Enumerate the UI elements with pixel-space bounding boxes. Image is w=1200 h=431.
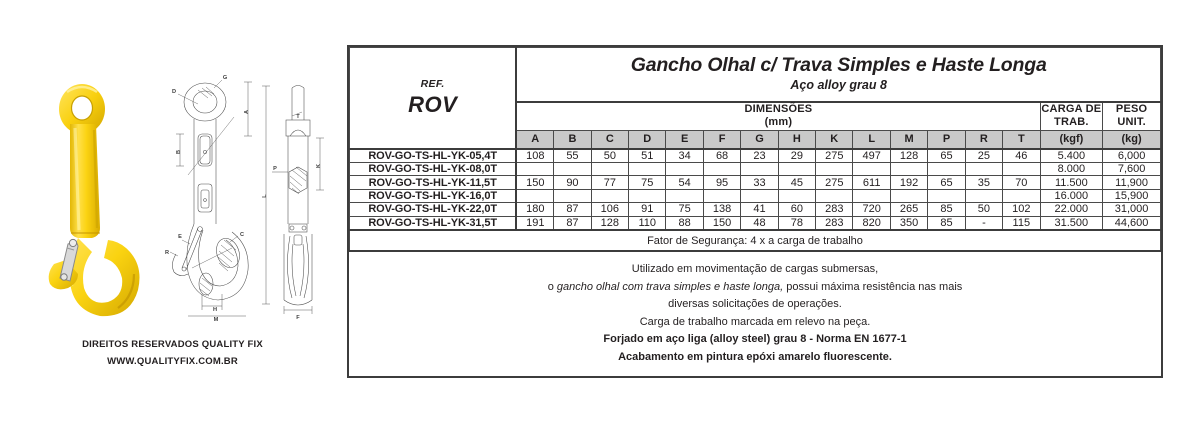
dimension-cell-C	[591, 162, 628, 175]
dim-label-G: G	[222, 75, 228, 81]
column-header-D: D	[629, 130, 666, 149]
dimension-cell-K	[816, 189, 853, 202]
dimension-cell-D: 110	[629, 216, 666, 230]
dimension-cell-H: 60	[778, 203, 815, 216]
dimension-cell-B: 55	[554, 149, 591, 163]
dimension-cell-P	[928, 189, 965, 202]
dimension-cell-C: 128	[591, 216, 628, 230]
dimension-cell-M: 265	[890, 203, 927, 216]
product-title: Gancho Olhal c/ Trava Simples e Haste Longa	[630, 53, 1047, 76]
description-line-2	[350, 279, 1161, 297]
reference-value: ROV	[408, 92, 458, 118]
dimension-cell-H	[778, 162, 815, 175]
model-code-cell: ROV-GO-TS-HL-YK-16,0T	[350, 189, 517, 202]
column-header-load-unit: (kgf)	[1040, 130, 1103, 149]
reference-label: REF.	[420, 78, 445, 91]
dimension-cell-L	[853, 162, 890, 175]
dimension-cell-K: 283	[816, 216, 853, 230]
dimension-cell-C: 106	[591, 203, 628, 216]
working-load-cell: 5.400	[1040, 149, 1103, 163]
dim-label-A: A	[244, 109, 250, 115]
product-subtitle: Aço alloy grau 8	[790, 77, 887, 92]
dimension-cell-R: 25	[965, 149, 1002, 163]
dimension-cell-M	[890, 189, 927, 202]
dimension-cell-T: 115	[1003, 216, 1040, 230]
dimension-cell-H: 45	[778, 176, 815, 189]
dimension-cell-E: 34	[666, 149, 703, 163]
dimension-cell-M	[890, 162, 927, 175]
dimension-cell-P: 65	[928, 149, 965, 163]
dimension-cell-H: 78	[778, 216, 815, 230]
working-load-cell: 31.500	[1040, 216, 1103, 230]
table-row	[350, 176, 1161, 189]
description-line-2-pre: o	[547, 280, 557, 293]
dimension-cell-T: 46	[1003, 149, 1040, 163]
dimension-cell-L: 720	[853, 203, 890, 216]
column-header-E: E	[666, 130, 703, 149]
dimension-cell-T: 70	[1003, 176, 1040, 189]
dimension-cell-K: 283	[816, 203, 853, 216]
reference-cell	[350, 48, 517, 149]
column-header-weight-unit: (kg)	[1103, 130, 1161, 149]
column-header-A: A	[516, 130, 553, 149]
table-row	[350, 189, 1161, 202]
dimension-cell-B	[554, 189, 591, 202]
description-line-5: Forjado em aço liga (alloy steel) grau 8 - Norma EN 1677-1	[603, 333, 907, 346]
unit-weight-cell: 6,000	[1103, 149, 1161, 163]
description-product-name: gancho olhal com trava simples e haste longa,	[556, 280, 784, 293]
dimension-cell-K: 275	[816, 176, 853, 189]
unit-weight-cell: 31,000	[1103, 203, 1161, 216]
dimension-cell-D	[629, 189, 666, 202]
column-header-P: P	[928, 130, 965, 149]
unit-weight-cell: 7,600	[1103, 162, 1161, 175]
dimension-cell-P	[928, 162, 965, 175]
copyright-notice	[0, 336, 345, 370]
table-row	[350, 162, 1161, 175]
dimension-cell-D: 91	[629, 203, 666, 216]
product-illustration-panel	[0, 0, 345, 431]
dimension-cell-G: 23	[741, 149, 778, 163]
dimension-cell-C: 50	[591, 149, 628, 163]
dimension-cell-R	[965, 162, 1002, 175]
working-load-cell: 11.500	[1040, 176, 1103, 189]
dimension-cell-B	[554, 162, 591, 175]
dimension-cell-G: 33	[741, 176, 778, 189]
dim-label-H: H	[212, 307, 218, 313]
spec-table-grid	[349, 47, 1161, 376]
dimension-cell-L: 611	[853, 176, 890, 189]
dimension-cell-G	[741, 189, 778, 202]
dimension-cell-P: 85	[928, 203, 965, 216]
dimension-cell-R	[965, 189, 1002, 202]
column-header-C: C	[591, 130, 628, 149]
description-row	[350, 251, 1161, 376]
dimension-cell-R: 50	[965, 203, 1002, 216]
dimension-cell-A: 180	[516, 203, 553, 216]
dimension-cell-E: 75	[666, 203, 703, 216]
dimension-cell-A: 108	[516, 149, 553, 163]
column-header-F: F	[703, 130, 740, 149]
load-group-label-2: TRAB.	[1054, 116, 1089, 129]
dimensions-group-label: DIMENSÕES	[744, 103, 813, 116]
dimension-cell-P: 65	[928, 176, 965, 189]
dim-label-R: R	[164, 250, 170, 256]
description-line-2-post: possui máxima resistência nas mais	[783, 280, 963, 293]
column-header-H: H	[778, 130, 815, 149]
dimension-cell-E: 88	[666, 216, 703, 230]
dimension-cell-L	[853, 189, 890, 202]
dimension-cell-T: 102	[1003, 203, 1040, 216]
dimensions-group-header	[516, 102, 1040, 130]
dim-label-C: C	[239, 232, 245, 238]
table-title-row	[350, 48, 1161, 102]
unit-weight-cell: 15,900	[1103, 189, 1161, 202]
dimension-cell-T	[1003, 189, 1040, 202]
model-code-cell: ROV-GO-TS-HL-YK-11,5T	[350, 176, 517, 189]
model-code-cell: ROV-GO-TS-HL-YK-22,0T	[350, 203, 517, 216]
dim-label-K: K	[316, 163, 322, 169]
dimension-cell-H	[778, 189, 815, 202]
model-code-cell: ROV-GO-TS-HL-YK-05,4T	[350, 149, 517, 163]
dimension-cell-M: 192	[890, 176, 927, 189]
dimension-cell-C: 77	[591, 176, 628, 189]
column-header-G: G	[741, 130, 778, 149]
column-header-L: L	[853, 130, 890, 149]
column-header-K: K	[816, 130, 853, 149]
dimension-cell-P: 85	[928, 216, 965, 230]
dimension-cell-A: 150	[516, 176, 553, 189]
hook-bowl	[70, 238, 140, 316]
dimension-cell-R: 35	[965, 176, 1002, 189]
description-line-1: Utilizado em movimentação de cargas submersas,	[631, 263, 879, 276]
technical-drawing-front-view	[158, 72, 258, 322]
dimension-cell-F: 150	[703, 216, 740, 230]
dimension-cell-D: 51	[629, 149, 666, 163]
dimension-cell-L: 820	[853, 216, 890, 230]
load-group-header	[1040, 102, 1103, 130]
description-line-3: diversas solicitações de operações.	[668, 298, 842, 311]
dim-label-D: D	[171, 89, 177, 95]
description-line-6: Acabamento em pintura epóxi amarelo fluorescente.	[618, 350, 892, 363]
dimension-cell-T	[1003, 162, 1040, 175]
dimension-cell-D: 75	[629, 176, 666, 189]
dimension-cell-F: 95	[703, 176, 740, 189]
dimension-cell-L: 497	[853, 149, 890, 163]
dim-label-E: E	[178, 234, 182, 240]
weight-group-label-1: PESO	[1115, 103, 1148, 116]
column-header-M: M	[890, 130, 927, 149]
load-group-label-1: CARGA DE	[1041, 103, 1102, 116]
weight-group-header	[1103, 102, 1161, 130]
working-load-cell: 22.000	[1040, 203, 1103, 216]
column-header-B: B	[554, 130, 591, 149]
working-load-cell: 16.000	[1040, 189, 1103, 202]
safety-factor-row	[350, 230, 1161, 251]
dimension-cell-E	[666, 162, 703, 175]
dimension-cell-E: 54	[666, 176, 703, 189]
dimension-cell-G	[741, 162, 778, 175]
technical-drawing-side-view	[262, 72, 346, 322]
copyright-line-1: DIREITOS RESERVADOS QUALITY FIX	[82, 339, 263, 350]
working-load-cell: 8.000	[1040, 162, 1103, 175]
dimension-cell-A: 191	[516, 216, 553, 230]
dimension-cell-G: 41	[741, 203, 778, 216]
dim-label-B: B	[176, 149, 182, 155]
dimension-cell-B: 90	[554, 176, 591, 189]
product-title-cell	[516, 48, 1160, 102]
column-header-T: T	[1003, 130, 1040, 149]
dim-label-L: L	[262, 194, 268, 198]
dim-label-T: T	[296, 114, 300, 120]
unit-weight-cell: 11,900	[1103, 176, 1161, 189]
table-row	[350, 216, 1161, 230]
dimension-cell-C	[591, 189, 628, 202]
dimension-cell-A	[516, 162, 553, 175]
table-row	[350, 149, 1161, 163]
dimension-cell-F	[703, 189, 740, 202]
dimension-cell-R: -	[965, 216, 1002, 230]
safety-factor-text: Fator de Segurança: 4 x a carga de trabalho	[350, 230, 1161, 251]
dimension-cell-B: 87	[554, 203, 591, 216]
column-header-R: R	[965, 130, 1002, 149]
dimension-cell-M: 128	[890, 149, 927, 163]
dimension-cell-F: 68	[703, 149, 740, 163]
dimension-cell-K: 275	[816, 149, 853, 163]
dimension-cell-E	[666, 189, 703, 202]
product-photo	[34, 78, 156, 323]
dimension-cell-G: 48	[741, 216, 778, 230]
model-code-cell: ROV-GO-TS-HL-YK-31,5T	[350, 216, 517, 230]
description-text	[350, 251, 1161, 376]
model-code-cell: ROV-GO-TS-HL-YK-08,0T	[350, 162, 517, 175]
dimension-cell-F: 138	[703, 203, 740, 216]
dimension-cell-H: 29	[778, 149, 815, 163]
description-line-4: Carga de trabalho marcada em relevo na peça.	[639, 315, 871, 328]
dimension-cell-B: 87	[554, 216, 591, 230]
dimension-cell-F	[703, 162, 740, 175]
dimension-cell-K	[816, 162, 853, 175]
dimension-cell-M: 350	[890, 216, 927, 230]
dimensions-unit-label: (mm)	[764, 116, 793, 129]
copyright-line-2: WWW.QUALITYFIX.COM.BR	[107, 356, 238, 367]
dim-label-M: M	[213, 317, 219, 322]
unit-weight-cell: 44,600	[1103, 216, 1161, 230]
hook-long-shank	[70, 124, 100, 238]
dim-label-P: P	[273, 166, 277, 172]
dim-label-F: F	[296, 315, 300, 321]
specification-table	[347, 45, 1163, 378]
dimension-cell-D	[629, 162, 666, 175]
table-row	[350, 203, 1161, 216]
weight-group-label-2: UNIT.	[1117, 116, 1146, 129]
dimension-cell-A	[516, 189, 553, 202]
